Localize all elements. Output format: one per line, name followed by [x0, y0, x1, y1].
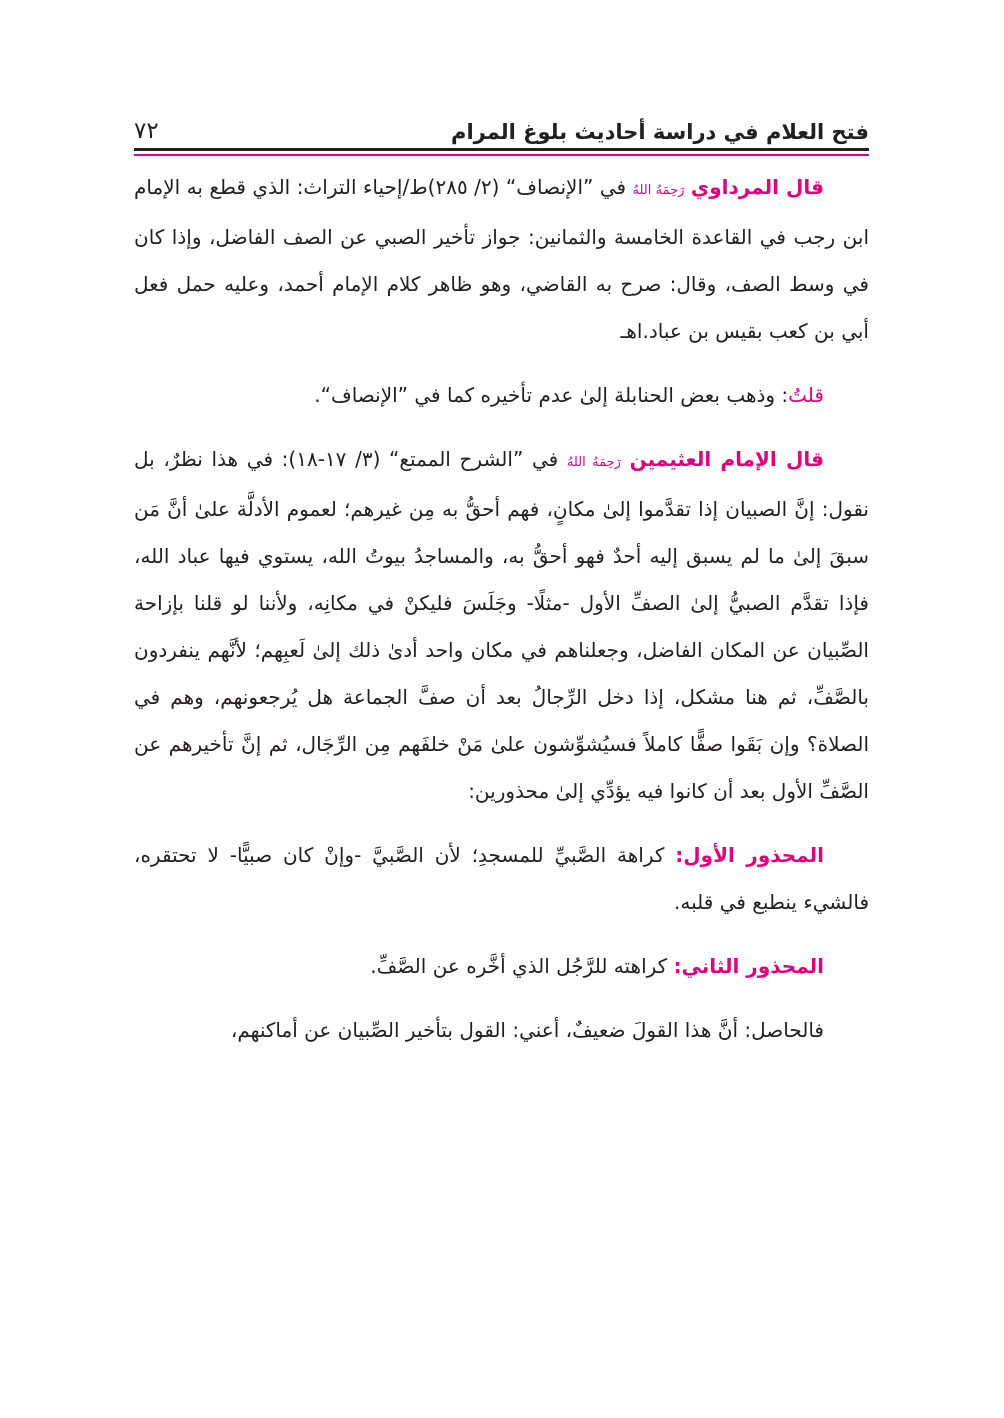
- header-accent-rule: [134, 154, 869, 156]
- header-rule: [134, 148, 869, 151]
- honorific-mark: رَحِمَهُ اللهُ: [566, 455, 621, 470]
- book-page: [134, 108, 869, 1054]
- paragraph-second-harm: [134, 943, 869, 990]
- speaker-name: قال الإمام العثيمين: [629, 447, 824, 471]
- first-harm-label: المحذور الأول:: [675, 843, 824, 867]
- speaker-name: قال المرداوي: [690, 175, 824, 199]
- page-body: [134, 164, 869, 1054]
- paragraph-conclusion: [134, 1007, 869, 1054]
- page-number: ٧٢: [134, 118, 159, 144]
- honorific-mark: رَحِمَهُ اللهُ: [632, 183, 685, 198]
- paragraph-text: في ”الإنصاف“ (٢/ ٢٨٥)ط/إحياء التراث: الذي قطع به الإمام ابن رجب في القاعدة الخامسة والثمانين: جواز تأخير الصبي عن الصف الفاضل، وإذا كان في وسط الصف، وقال: صرح به القاضي، وهو ظاهر كلام الإمام أحمد، وعليه حمل فعل أبي بن كعب بقيس بن عباد.اهـ: [134, 175, 869, 343]
- book-title: فتح العلام في دراسة أحاديث بلوغ المرام: [451, 120, 869, 144]
- paragraph-text: كراهة الصَّبيِّ للمسجدِ؛ لأن الصَّبيَّ -وإنْ كان صبيًّا- لا تحتقره، فالشيء ينطبع في قلبه.: [134, 843, 869, 914]
- running-header: [134, 108, 869, 148]
- paragraph-uthaymin: [134, 436, 869, 815]
- paragraph-text: كراهته للرَّجُل الذي أخَّره عن الصَّفِّ.: [370, 954, 674, 978]
- paragraph-text: في ”الشرح الممتع“ (٣/ ١٧-١٨): في هذا نظرٌ، بل نقول: إنَّ الصبيان إذا تقدَّموا إلىٰ مكانٍ، فهم أحقُّ به مِن غيرهم؛ لعموم الأدلَّة علىٰ أنَّ مَن سبقَ إلىٰ ما لم يسبق إليه أحدٌ فهو أحقُّ به، والمساجدُ بيوتُ الله، يستوي فيها عباد الله، فإذا تقدَّم الصبيُّ إلىٰ الصفِّ الأول -مثلًا- وجَلَسَ فليكنْ في مكانِه، ولأننا لو قلنا بإزاحة الصِّبيان عن المكان الفاضل، وجعلناهم في مكان واحد أدىٰ ذلك إلىٰ لَعبِهم؛ لأنَّهم ينفردون بالصَّفِّ، ثم هنا مشكل، إذا دخل الرِّجالُ بعد أن صفَّ الجماعة هل يُرجعونهم، وهم في الصلاة؟ وإن بَقَوا صفًّا كاملاً فسيُشوِّشون علىٰ مَنْ خلفَهم مِن الرِّجَال، ثم إنَّ تأخيرهم عن الصَّفِّ الأول بعد أن كانوا فيه يؤدِّي إلىٰ محذورين:: [134, 447, 869, 803]
- paragraph-text: : وذهب بعض الحنابلة إلىٰ عدم تأخيره كما في ”الإنصاف“.: [314, 383, 789, 407]
- paragraph-first-harm: [134, 832, 869, 926]
- author-note-label: قلتُ: [788, 383, 824, 407]
- paragraph-author-note: [134, 372, 869, 419]
- paragraph-mardawi: [134, 164, 869, 355]
- second-harm-label: المحذور الثاني:: [673, 954, 824, 978]
- paragraph-text: فالحاصل: أنَّ هذا القولَ ضعيفٌ، أعني: القول بتأخير الصِّبيان عن أماكنهم،: [230, 1018, 824, 1042]
